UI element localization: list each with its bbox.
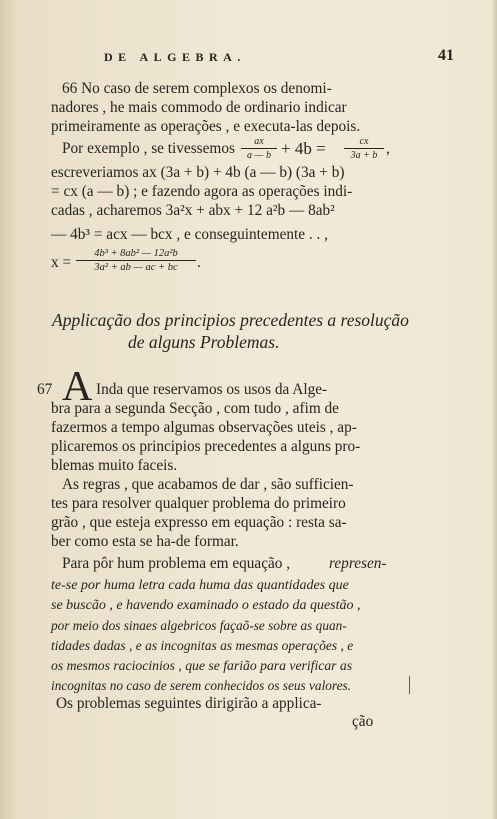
fraction-ax-over-a-minus-b <box>241 136 277 161</box>
fraction-solution-x <box>76 248 196 273</box>
para66-line8: — 4b³ = acx — bcx , e conseguintemente . . , <box>51 226 329 243</box>
section-title-line2: de alguns Problemas. <box>128 332 280 352</box>
fraction-denominator: 3a² + ab — ac + bc <box>94 262 178 273</box>
para-por-line1a: Para pôr hum problema em equação , <box>62 555 291 572</box>
fraction-bar <box>241 148 277 149</box>
para67-number: 67 <box>37 381 53 398</box>
para-por-line5: tidades dadas , e as incognitas as mesmas operações , e <box>51 638 354 653</box>
para67-line3: fazermos a tempo algumas observações uteis , ap- <box>51 419 357 436</box>
fraction-denominator: a — b <box>247 150 271 161</box>
fraction-cx-over-3a-plus-b <box>344 136 384 161</box>
fraction-numerator: cx <box>359 136 369 147</box>
para-por-line4: por meio dos sinaes algebricos façaõ-se sobre as quan- <box>51 618 347 633</box>
para-regras-line2: tes para resolver qualquer problema do primeiro <box>51 495 346 512</box>
para-regras-line1: As regras , que acabamos de dar , são sufficien- <box>62 476 354 493</box>
para-regras-line3: grão , que esteja expresso em equação : resta sa- <box>51 514 347 531</box>
para66-line4a: Por exemplo , se tivessemos <box>62 140 235 157</box>
para66-line3: primeiramente as operações , e executa-las depois. <box>51 118 361 135</box>
catchword: ção <box>352 713 374 730</box>
para67-line1: Inda que reservamos os usos da Alge- <box>96 381 328 398</box>
section-title-line1: Applicação dos principios precedentes a resolução <box>52 310 409 330</box>
para66-line9-end: . <box>197 254 201 271</box>
fraction-denominator: 3a + b <box>350 150 378 161</box>
para66-line2: nadores , he mais commodo de ordinario indicar <box>51 99 347 116</box>
fraction-bar <box>344 148 384 149</box>
para67-line2: bra para a segunda Secção , com tudo , afim de <box>51 400 339 417</box>
para67-line5: blemas muito faceis. <box>51 457 178 474</box>
drop-cap-letter: A <box>62 364 93 410</box>
para66-line1: 66 No caso de serem complexos os denomi- <box>62 80 332 97</box>
para-por-line3: se buscão , e havendo examinado o estado da questão , <box>51 598 361 613</box>
para66-line5: escreveriamos ax (3a + b) + 4b (a — b) (3a + b) <box>51 164 345 181</box>
page-number: 41 <box>438 47 454 64</box>
para-regras-line4: ber como esta se ha-de formar. <box>51 533 239 550</box>
para-por-line6: os mesmos raciocinios , que se farião para verificar as <box>51 658 353 673</box>
para66-line6: = cx (a — b) ; e fazendo agora as operações indi- <box>51 183 353 200</box>
para-por-line1b: represen- <box>329 555 387 572</box>
para66-line4b: + 4b = <box>281 139 326 158</box>
running-header: DE ALGEBRA. <box>104 50 246 64</box>
para67-line4: plicaremos os principios precedentes a alguns pro- <box>51 438 361 455</box>
para66-line9-lhs: x = <box>51 254 72 271</box>
para66-line4c: , <box>386 140 390 157</box>
para-por-line2: te-se por huma letra cada huma das quantidades que <box>51 578 349 593</box>
page-edge-shadow <box>491 0 497 819</box>
fraction-bar <box>76 260 196 261</box>
fraction-numerator: ax <box>254 136 264 147</box>
margin-pencil-mark <box>409 676 410 694</box>
para-por-line7: incognitas no caso de serem conhecidos os seus valores. <box>51 678 351 693</box>
para-os-line1: Os problemas seguintes dirigirão a applica- <box>56 695 322 712</box>
fraction-numerator: 4b³ + 8ab² — 12a²b <box>94 248 178 259</box>
para66-line7: cadas , acharemos 3a²x + abx + 12 a²b — 8ab² <box>51 202 335 219</box>
